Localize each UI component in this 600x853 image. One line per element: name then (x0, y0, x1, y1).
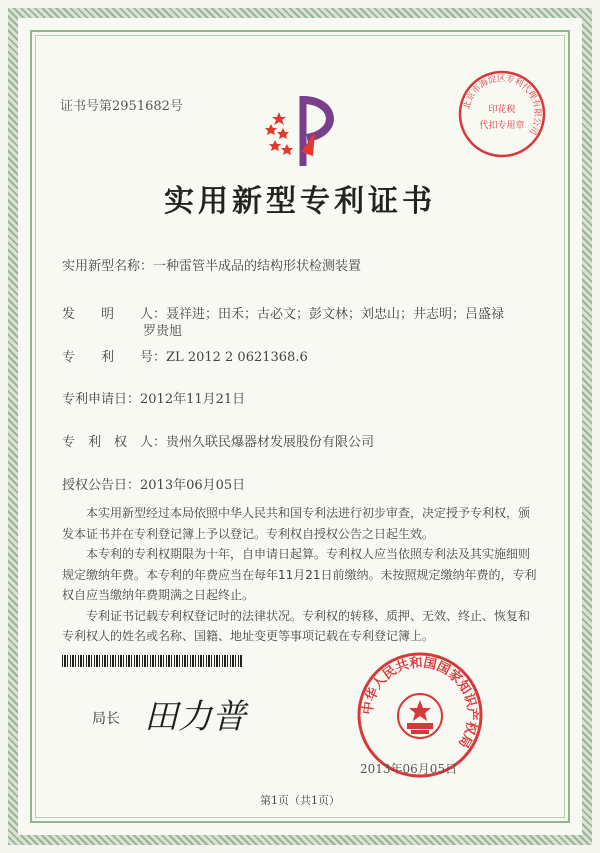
field-grant-date (62, 474, 245, 493)
field-patent-number (62, 346, 308, 365)
field-utility-model-name (62, 255, 361, 274)
field-label: 专 利 权 人： (62, 435, 167, 450)
field-application-date (62, 388, 245, 407)
patent-office-logo-icon (255, 92, 345, 172)
page-footer: 第1页（共1页） (260, 794, 340, 807)
field-label: 发 明 人： (62, 307, 167, 322)
field-value: 贵州久联民爆器材发展股份有限公司 (166, 435, 375, 450)
field-label: 授权公告日： (62, 478, 141, 493)
inventors-continuation: 罗贵旭 (143, 324, 183, 339)
director-label: 局长 (92, 711, 120, 727)
national-emblem-icon (398, 694, 442, 738)
field-patentee (62, 431, 374, 450)
big-seal-ring-text: 中华人民共和国国家知识产权局 (360, 655, 480, 751)
field-value: 2012年11月21日 (140, 392, 246, 407)
seal-date: 2013年06月05日 (360, 762, 458, 776)
certificate-number: 证书号第2951682号 (60, 99, 183, 114)
field-label: 专利申请日： (62, 392, 141, 407)
small-seal-line1: 印花税 (488, 105, 516, 115)
field-value: 一种雷管半成品的结构形状检测装置 (153, 259, 362, 274)
field-value: 2013年06月05日 (140, 478, 246, 493)
small-seal-ring-text: 北京市海淀区专利代理有限公司 (462, 73, 543, 136)
body-paragraph: 本专利的专利权期限为十年，自申请日起算。专利权人应当依照专利法及其实施细则规定缴纳年费。本专利的年费应当在每年11月21日前缴纳。未按照规定缴纳年费的，专利权自应当缴纳年费期满之日起终止。 (62, 547, 537, 602)
field-label: 专 利 号： (62, 350, 167, 365)
barcode (62, 655, 242, 667)
field-inventors (62, 303, 504, 322)
body-paragraph: 专利证书记载专利权登记时的法律状况。专利权的转移、质押、无效、终止、恢复和专利权人的姓名或名称、国籍、地址变更等事项记载在专利登记簿上。 (62, 608, 531, 643)
small-seal-line2: 代扣专用章 (479, 121, 525, 131)
certificate-title: 实用新型专利证书 (164, 184, 436, 219)
field-value: ZL 2012 2 0621368.6 (166, 350, 308, 365)
signature-text: 田力普 (144, 697, 246, 737)
tax-seal-stamp (456, 68, 548, 160)
certificate-body (62, 503, 540, 647)
field-value: 聂祥进；田禾；古必文；彭文林；刘忠山；井志明；吕盛禄 (166, 307, 505, 322)
field-label: 实用新型名称： (62, 259, 154, 274)
director-signature (140, 690, 300, 738)
body-paragraph: 本实用新型经过本局依照中华人民共和国专利法进行初步审查，决定授予专利权，颁发本证书并在专利登记簿上予以登记。专利权自授权公告之日起生效。 (62, 506, 531, 541)
